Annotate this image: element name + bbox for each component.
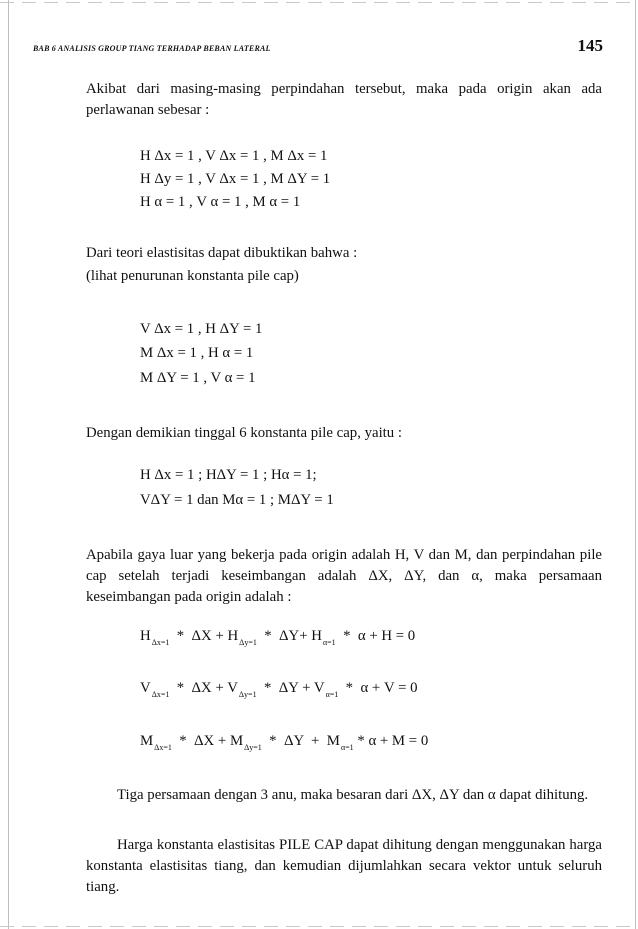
- apabila-paragraph: Apabila gaya luar yang bekerja pada origin adalah H, V dan M, dan perpindahan pile cap setelah terjadi keseimbangan adalah ΔX, ΔY, dan α, maka persamaan keseimbangan pada origin adalah :: [86, 547, 602, 605]
- equation-m: $M_{\Delta x=1} * \Delta X + M_{\Delta y=1} * \Delta Y + M_{\alpha=1} * \alpha + M = 0$: [140, 733, 429, 752]
- page-number: 145: [577, 36, 603, 55]
- group1-line-3: H α = 1 , V α = 1 , M α = 1: [140, 194, 301, 210]
- group3-line-1: H Δx = 1 ; HΔY = 1 ; Hα = 1;: [140, 467, 317, 483]
- theory-line-2: (lihat penurunan konstanta pile cap): [86, 268, 299, 284]
- scan-border-right: [635, 0, 636, 929]
- group2-line-2: M Δx = 1 , H α = 1: [140, 345, 254, 361]
- remaining-constants-line: Dengan demikian tinggal 6 konstanta pile cap, yaitu :: [86, 425, 402, 441]
- group2-line-1: V Δx = 1 , H ΔY = 1: [140, 321, 263, 337]
- group3-line-2: VΔY = 1 dan Mα = 1 ; MΔY = 1: [140, 492, 334, 508]
- intro-paragraph: Akibat dari masing-masing perpindahan tersebut, maka pada origin akan ada perlawanan sebesar :: [86, 81, 602, 118]
- scan-border-top: [0, 2, 638, 3]
- group1-line-1: H Δx = 1 , V Δx = 1 , M Δx = 1: [140, 148, 328, 164]
- running-header: [33, 36, 603, 60]
- equation-v: $V_{\Delta x=1} * \Delta X + V_{\Delta y=1} * \Delta Y + V_{\alpha=1} * \alpha + V = 0$: [140, 680, 418, 699]
- running-title: BAB 6 ANALISIS GROUP TIANG TERHADAP BEBAN LATERAL: [33, 44, 271, 53]
- scan-border-bottom: [0, 926, 638, 927]
- group2-line-3: M ΔY = 1 , V α = 1: [140, 370, 256, 386]
- tiga-persamaan-line: Tiga persamaan dengan 3 anu, maka besaran dari ΔX, ΔY dan α dapat dihitung.: [117, 787, 589, 803]
- group1-line-2: H Δy = 1 , V Δx = 1 , M ΔY = 1: [140, 171, 331, 187]
- scan-border-left: [8, 0, 9, 929]
- equation-h: $H_{\Delta x=1} * \Delta X + H_{\Delta y=1} * \Delta Y+ H_{\alpha=1} * \alpha + H = 0$: [140, 628, 416, 647]
- theory-line-1: Dari teori elastisitas dapat dibuktikan bahwa :: [86, 245, 358, 261]
- harga-paragraph: Harga konstanta elastisitas PILE CAP dapat dihitung dengan menggunakan harga konstanta elastisitas tiang, dan kemudian dijumlahkan secara vektor untuk seluruh tiang.: [86, 837, 602, 895]
